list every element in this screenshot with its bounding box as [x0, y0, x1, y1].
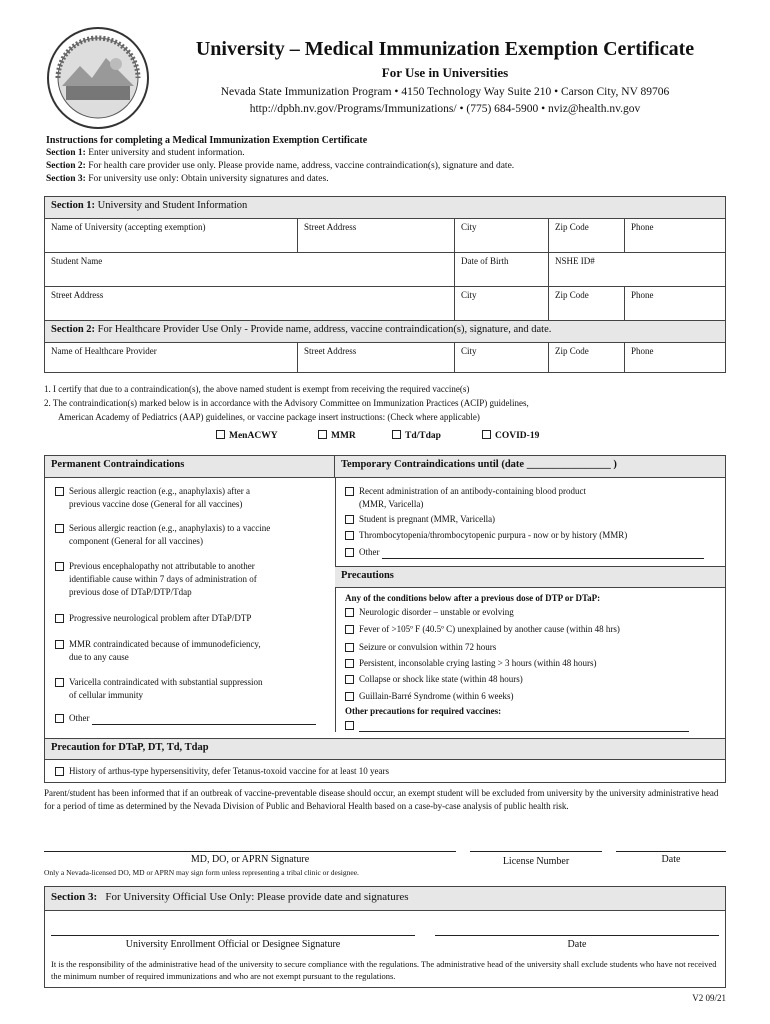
perm-item[interactable]	[55, 638, 329, 664]
checkbox-icon[interactable]	[345, 608, 354, 617]
vaccine-label: COVID-19	[495, 431, 540, 441]
univ-zip-field[interactable]: Zip Code	[549, 219, 625, 253]
checkbox-icon[interactable]	[345, 643, 354, 652]
perm-line: of cellular immunity	[69, 690, 143, 700]
section3-note: It is the responsibility of the administrative head of the university to secure compliance with the regulations. The administrative head of the university shall exclude students who have not received the minimum number of required immunizations and who are not exempt pursuant to the regulations.	[51, 959, 717, 981]
checkbox-icon[interactable]	[345, 692, 354, 701]
perm-item[interactable]	[55, 612, 329, 625]
temporary-header	[335, 456, 725, 478]
temp-line: Recent administration of an antibody-containing blood product	[359, 486, 586, 496]
date-line[interactable]	[616, 851, 726, 852]
instr-s3-label: Section 3:	[46, 174, 86, 184]
student-name-field[interactable]: Student Name	[45, 253, 455, 287]
temp-other[interactable]	[345, 546, 721, 559]
perm-line: previous vaccine dose (General for all vaccines)	[69, 499, 243, 509]
instr-s2-label: Section 2:	[46, 161, 86, 171]
instr-s3: For university use only: Obtain university signatures and dates.	[88, 174, 329, 184]
official-signature-line[interactable]	[51, 935, 415, 936]
license-line[interactable]	[470, 851, 602, 852]
official-date-label: Date	[567, 939, 587, 950]
checkbox-icon[interactable]	[345, 531, 354, 540]
page-title: University – Medical Immunization Exemption Certificate	[195, 38, 695, 60]
checkbox-icon[interactable]	[55, 640, 64, 649]
precaution-td-item[interactable]	[55, 765, 715, 778]
section1-box	[44, 196, 726, 373]
perm-line: Previous encephalopathy not attributable to another	[69, 561, 255, 571]
prec-item[interactable]	[345, 673, 721, 686]
other-precautions[interactable]	[345, 719, 721, 732]
nevada-state-seal-icon	[46, 26, 150, 130]
vaccine-tdap[interactable]	[392, 430, 441, 441]
perm-line: due to any cause	[69, 652, 129, 662]
section1-title: University and Student Information	[97, 200, 248, 211]
certification-text	[44, 382, 734, 424]
official-signature-label: University Enrollment Official or Designee Signature	[125, 939, 341, 950]
temporary-title: Temporary Contraindications until (date ________________ )	[341, 459, 617, 470]
perm-item[interactable]	[55, 676, 329, 702]
signature-note: Only a Nevada-licensed DO, MD or APRN may sign form unless representing a tribal clinic or designee.	[44, 868, 359, 877]
precaution-td-label: History of arthus-type hypersensitivity, defer Tetanus-toxoid vaccine for at least 10 years	[69, 766, 390, 776]
column-divider	[335, 478, 336, 732]
prec-item[interactable]	[345, 657, 721, 670]
checkbox-icon[interactable]	[55, 678, 64, 687]
date-label: Date	[661, 854, 681, 865]
student-city-field[interactable]: City	[455, 287, 549, 321]
temp-line: Student is pregnant (MMR, Varicella)	[359, 514, 496, 524]
program-address: Nevada State Immunization Program • 4150 Technology Way Suite 210 • Carson City, NV 89706	[220, 86, 670, 98]
perm-line: identifiable cause within 7 days of administration of	[69, 574, 257, 584]
temp-line: Thrombocytopenia/thrombocytopenic purpura - now or by history (MMR)	[359, 530, 628, 540]
checkbox-icon[interactable]	[55, 767, 64, 776]
exclusion-notice: Parent/student has been informed that if an outbreak of vaccine-preventable disease should occur, an exempt student will be excluded from university by the university administrative head for a period of time as determined by the Nevada Division of Public and Behavioral Health based on a case-by-case analysis of public health risk.	[44, 788, 719, 811]
perm-line: previous dose of DTaP/DTP/Tdap	[69, 587, 192, 597]
checkbox-icon[interactable]	[55, 562, 64, 571]
section1-label: Section 1:	[51, 200, 96, 211]
instr-s1: Enter university and student information.	[88, 148, 245, 158]
temp-item[interactable]	[345, 513, 721, 526]
perm-line: MMR contraindicated because of immunodeficiency,	[69, 639, 261, 649]
prec-item[interactable]	[345, 641, 721, 654]
prec-label: Seizure or convulsion within 72 hours	[359, 642, 497, 652]
perm-item[interactable]	[55, 522, 329, 548]
checkbox-icon[interactable]	[55, 614, 64, 623]
certify-2: 2. The contraindication(s) marked below is in accordance with the Advisory Committee on Immunization Practices (ACIP) guidelines,	[44, 398, 529, 408]
instr-s1-label: Section 1:	[46, 148, 86, 158]
section3-header	[45, 887, 725, 911]
prec-item[interactable]	[345, 623, 721, 636]
instructions-heading: Instructions for completing a Medical Immunization Exemption Certificate	[46, 135, 368, 146]
checkbox-icon[interactable]	[216, 430, 225, 439]
signature-label: MD, DO, or APRN Signature	[190, 854, 310, 865]
license-label: License Number	[502, 856, 570, 867]
temp-line: (MMR, Varicella)	[359, 499, 424, 509]
checkbox-icon[interactable]	[318, 430, 327, 439]
perm-line: component (General for all vaccines)	[69, 536, 203, 546]
prec-label: Guillain-Barré Syndrome (within 6 weeks)	[359, 691, 514, 701]
checkbox-icon[interactable]	[482, 430, 491, 439]
precaution-td-header	[45, 738, 725, 760]
vaccine-covid[interactable]	[482, 430, 539, 441]
section2-label: Section 2:	[51, 324, 96, 335]
checkbox-icon[interactable]	[55, 714, 64, 723]
signature-line[interactable]	[44, 851, 456, 852]
perm-other-label: Other	[69, 713, 90, 723]
perm-item[interactable]	[55, 560, 329, 599]
provider-city-field[interactable]: City	[455, 343, 549, 373]
checkbox-icon[interactable]	[55, 524, 64, 533]
perm-line: Progressive neurological problem after DTaP/DTP	[69, 613, 252, 623]
perm-item[interactable]	[55, 485, 329, 511]
contraindications-box	[44, 455, 726, 783]
temp-item[interactable]	[345, 485, 721, 511]
official-date-line[interactable]	[435, 935, 719, 936]
prec-label: Fever of >105º F (40.5º C) unexplained by another cause (within 48 hrs)	[359, 624, 620, 634]
vaccine-menacwy[interactable]	[216, 430, 278, 441]
checkbox-icon[interactable]	[345, 487, 354, 496]
instructions	[46, 134, 736, 186]
section3-box	[44, 886, 726, 988]
univ-phone-field[interactable]: Phone	[625, 219, 725, 253]
perm-other[interactable]	[55, 712, 329, 725]
temp-item[interactable]	[345, 529, 721, 542]
perm-other-line[interactable]	[92, 715, 316, 725]
vaccine-label: MMR	[331, 431, 356, 441]
prec-label: Collapse or shock like state (within 48 hours)	[359, 674, 523, 684]
dob-field[interactable]: Date of Birth	[455, 253, 549, 287]
section3-label: Section 3:	[51, 891, 98, 903]
checkbox-icon[interactable]	[345, 625, 354, 634]
perm-line: Varicella contraindicated with substantial suppression	[69, 677, 263, 687]
univ-street-field[interactable]: Street Address	[298, 219, 455, 253]
checkbox-icon[interactable]	[345, 515, 354, 524]
checkbox-icon[interactable]	[345, 675, 354, 684]
precautions-subhead: Any of the conditions below after a previous dose of DTP or DTaP:	[345, 593, 601, 603]
vaccine-label: Td/Tdap	[405, 431, 441, 441]
checkbox-icon[interactable]	[345, 721, 354, 730]
vaccine-mmr[interactable]	[318, 430, 356, 441]
program-contact: http://dpbh.nv.gov/Programs/Immunizations/ • (775) 684-5900 • nviz@health.nv.gov	[249, 103, 641, 115]
univ-name-field[interactable]: Name of University (accepting exemption)	[45, 219, 298, 253]
student-phone-field[interactable]: Phone	[625, 287, 725, 321]
temp-other-line[interactable]	[382, 549, 704, 559]
permanent-title: Permanent Contraindications	[51, 459, 185, 470]
provider-street-field[interactable]: Street Address	[298, 343, 455, 373]
section3-title: For University Official Use Only: Please provide date and signatures	[105, 891, 409, 903]
provider-name-field[interactable]: Name of Healthcare Provider	[45, 343, 298, 373]
univ-city-field[interactable]: City	[455, 219, 549, 253]
nshe-id-field[interactable]: NSHE ID#	[549, 253, 725, 287]
student-street-field[interactable]: Street Address	[45, 287, 455, 321]
certify-2b: American Academy of Pediatrics (AAP) guidelines, or vaccine package insert instructions: (Check where applicable)	[58, 412, 480, 422]
certify-1: 1. I certify that due to a contraindication(s), the above named student is exempt from receiving the required vaccine(s)	[44, 384, 470, 394]
checkbox-icon[interactable]	[392, 430, 401, 439]
version-label: V2 09/21	[692, 993, 726, 1003]
prec-item[interactable]	[345, 690, 721, 703]
student-zip-field[interactable]: Zip Code	[549, 287, 625, 321]
prec-item[interactable]	[345, 606, 721, 619]
precaution-td-title: Precaution for DTaP, DT, Td, Tdap	[51, 742, 209, 753]
permanent-header	[45, 456, 335, 478]
other-precautions-line[interactable]	[359, 722, 689, 732]
checkbox-icon[interactable]	[345, 659, 354, 668]
instr-s2: For health care provider use only. Please provide name, address, vaccine contraindication(s), signature and date.	[88, 161, 515, 171]
page-subtitle: For Use in Universities	[381, 65, 509, 80]
provider-zip-field[interactable]: Zip Code	[549, 343, 625, 373]
perm-line: Serious allergic reaction (e.g., anaphylaxis) to a vaccine	[69, 523, 271, 533]
section2-title: For Healthcare Provider Use Only - Provide name, address, vaccine contraindication(s), signature, and date.	[97, 324, 552, 335]
other-precautions-label: Other precautions for required vaccines:	[345, 706, 502, 716]
prec-label: Neurologic disorder – unstable or evolving	[359, 607, 514, 617]
section1-header	[45, 197, 725, 219]
temp-other-label: Other	[359, 547, 380, 557]
vaccine-label: MenACWY	[229, 431, 278, 441]
provider-phone-field[interactable]: Phone	[631, 346, 654, 356]
prec-label: Persistent, inconsolable crying lasting > 3 hours (within 48 hours)	[359, 658, 597, 668]
checkbox-icon[interactable]	[345, 548, 354, 557]
perm-line: Serious allergic reaction (e.g., anaphylaxis) after a	[69, 486, 251, 496]
precautions-header	[335, 566, 725, 588]
section2-header	[45, 321, 725, 343]
checkbox-icon[interactable]	[55, 487, 64, 496]
precautions-title: Precautions	[341, 570, 394, 581]
